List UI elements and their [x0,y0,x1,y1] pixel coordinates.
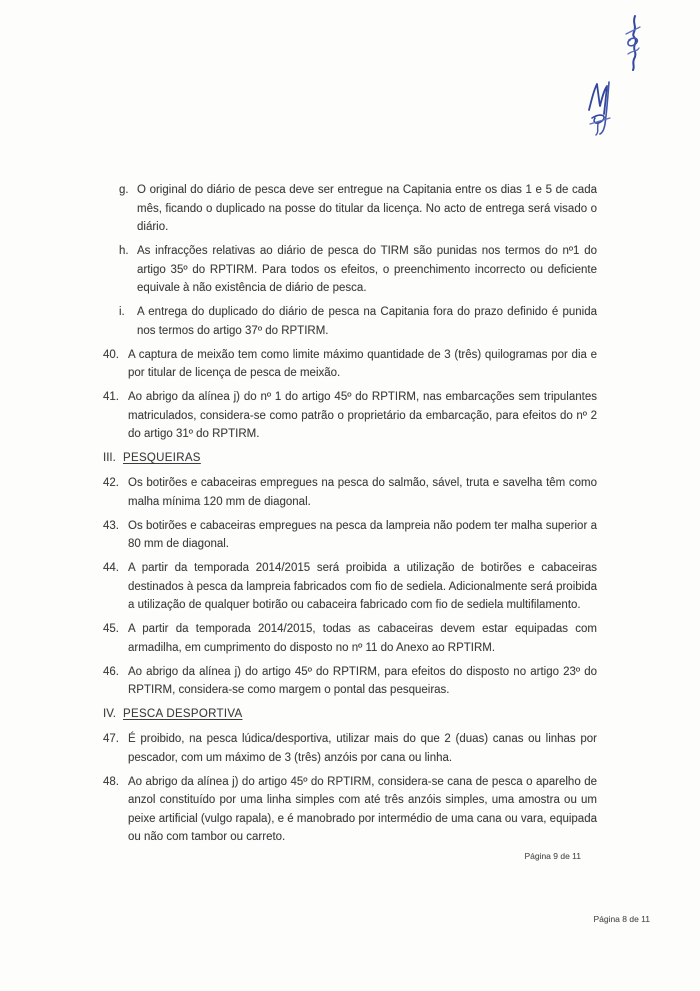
list-item-h [103,242,597,298]
section-numeral: IV. [103,708,117,720]
list-item-i [103,303,597,340]
list-item-marker: 42. [103,477,119,489]
section-heading-pesqueiras [103,449,597,468]
handwritten-initials-icon [583,79,619,142]
handwritten-initials-icon [620,13,648,76]
list-item-48 [103,773,597,847]
section-title: PESQUEIRAS [123,452,201,464]
list-item-text: Ao abrigo da alínea j) do artigo 45º do RPTIRM, considera-se cana de pesca o aparelho de anzol constituído por uma linha simples com até três anzóis simples, uma amostra ou um peixe artificial (vulgo rapala), e é manobrado por intermédio de uma cana ou vara, equipada ou não com tambor ou carreto. [128,775,597,843]
list-item-marker: g. [119,184,129,196]
list-item-text: Os botirões e cabaceiras empregues na pesca da lampreia não podem ter malha superior a 80 mm de diagonal. [128,519,597,550]
list-item-marker: 41. [103,391,119,403]
list-item-marker: 43. [103,519,119,532]
section-title: PESCA DESPORTIVA [123,708,243,720]
list-item-g [103,181,597,237]
list-item-marker: 44. [103,562,119,574]
list-item-text: A entrega do duplicado do diário de pesca na Capitania fora do prazo definido é punida nos termos do artigo 37º do RPTIRM. [137,306,597,337]
list-item-44 [103,559,597,615]
list-item-text: A partir da temporada 2014/2015 será proibida a utilização de botirões e cabaceiras destinados à pesca da lampreia fabricados com fio de sediela. Adicionalmente será proibida a utilização de qualquer botirão ou cabaceira fabricado com fio de sediela multifilamento. [128,562,597,611]
list-item-45 [103,620,597,657]
list-item-text: Ao abrigo da alínea j) do nº 1 do artigo 45º do RPTIRM, nas embarcações sem tripulantes matriculados, considera-se como patrão o proprietário da embarcação, para efeitos do nº 2 do artigo 31º do RPTIRM. [128,391,597,440]
list-item-marker: 48. [103,775,119,788]
list-item-text: As infracções relativas ao diário de pesca do TIRM são punidas nos termos do nº1 do artigo 35º do RPTIRM. Para todos os efeitos, o preenchimento incorrecto ou deficiente equivale à não existência de diário de pesca. [137,245,597,294]
list-item-text: É proibido, na pesca lúdica/desportiva, utilizar mais do que 2 (duas) canas ou linhas por pescador, com um máximo de 3 (três) anzóis por cana ou linha. [128,733,597,764]
list-item-40 [103,346,597,383]
section-numeral: III. [103,452,116,464]
page-number-content: Página 9 de 11 [524,851,581,861]
list-item-47 [103,730,597,767]
list-item-text: A captura de meixão tem como limite máximo quantidade de 3 (três) quilogramas por dia e por titular de licença de pesca de meixão. [128,348,597,379]
list-item-marker: 47. [103,733,119,745]
list-item-marker: 45. [103,623,119,635]
list-item-text: Os botirões e cabaceiras empregues na pesca do salmão, sável, truta e savelha têm como malha mínima 120 mm de diagonal. [128,477,597,508]
list-item-41 [103,388,597,444]
list-item-marker: 40. [103,348,119,361]
section-heading-pesca-desportiva [103,705,597,724]
list-item-43 [103,517,597,554]
list-item-marker: 46. [103,665,119,678]
list-item-42 [103,474,597,511]
list-item-marker: i. [119,306,125,318]
document-body [103,181,597,852]
list-item-marker: h. [119,245,129,257]
list-item-46 [103,663,597,700]
page-number-scan: Página 8 de 11 [593,914,650,924]
list-item-text: A partir da temporada 2014/2015, todas as cabaceiras devem estar equipadas com armadilha, em cumprimento do disposto no nº 11 do Anexo ao RPTIRM. [128,623,597,654]
list-item-text: O original do diário de pesca deve ser entregue na Capitania entre os dias 1 e 5 de cada mês, ficando o duplicado na posse do titular da licença. No acto de entrega será visado o diário. [137,184,597,233]
list-item-text: Ao abrigo da alínea j) do artigo 45º do RPTIRM, para efeitos do disposto no artigo 23º do RPTIRM, considera-se como margem o pontal das pesqueiras. [128,665,597,696]
